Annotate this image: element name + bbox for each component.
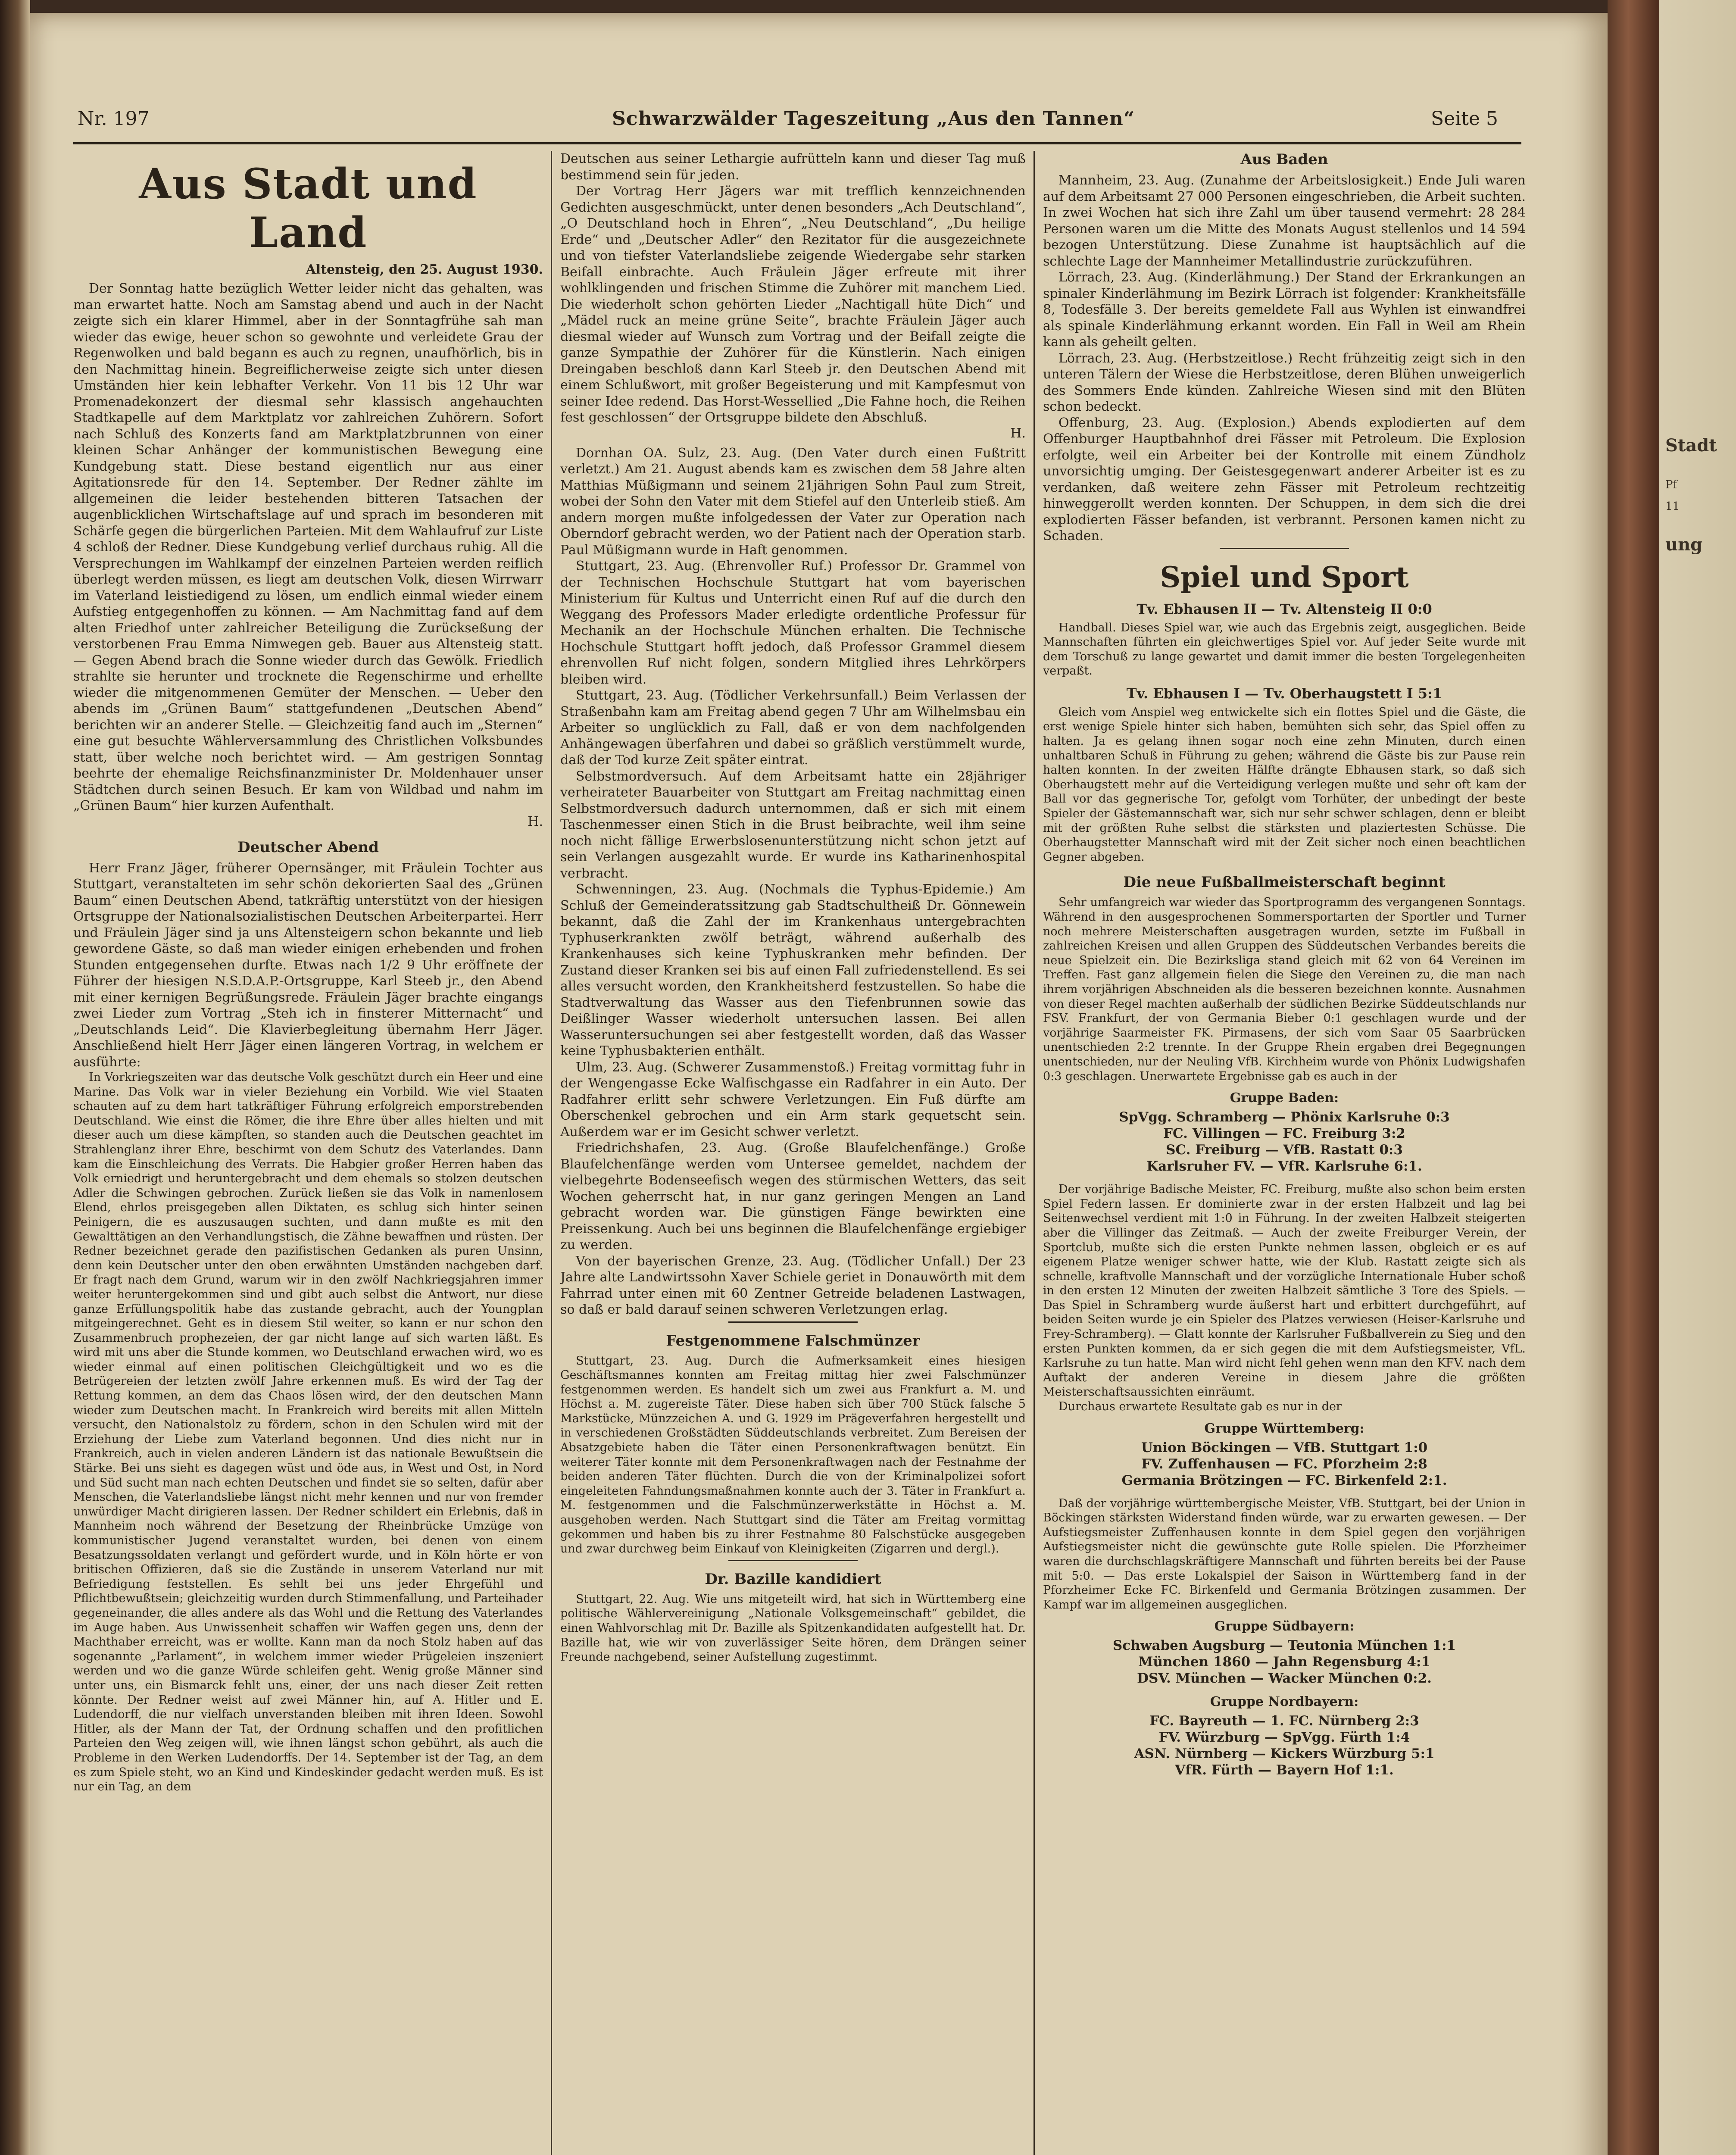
article-headline: Deutscher Abend — [237, 838, 379, 856]
news-item: Stuttgart, 23. Aug. Durch die Aufmerksamkeit eines hiesigen Geschäftsmannes konnten am Freitag mittag hier zwei Falschmünzer festgenommen werden. Es handelt sich um zwei aus Frankfurt a. M. und Höchst a. M. zugereiste Täter. Diese haben sich über 700 Stück falsche 5 Markstücke, Münzzeichen A. und G. 1929 im Prägeverfahren hergestellt und in verschiedenen Großstädten Süddeutschlands verbreitet. Zum Bereisen der Absatzgebiete haben die Täter einen Personenkraftwagen benützt. Ein weiterer Täter konnte mit dem Personenkraftwagen nach der Festnahme der beiden anderen Täter flüchten. Durch die von der Kriminalpolizei sofort eingeleiteten Fahndungsmaßnahmen konnte auch der 3. Täter in Frankfurt a. M. festgenommen und die Falschmünzerwerkstätte in Höchst a. M. ausgehoben werden. Nach Stuttgart sind die Täter am Freitag vormittag gekommen und haben bis zu ihrer Festnahme 80 Falschstücke ausgegeben und zwar durchweg beim Einkauf von Kleinigkeiten (Zigarren und dergl.). — [560, 1354, 1026, 1556]
section-divider — [728, 1560, 858, 1561]
result-line: VfR. Fürth — Bayern Hof 1:1. — [1175, 1762, 1394, 1778]
newspaper-title: Schwarzwälder Tageszeitung „Aus den Tannen“ — [612, 108, 1135, 130]
article-headline: Festgenommene Falschmünzer — [666, 1332, 920, 1349]
league-group-heading: Gruppe Südbayern: — [1214, 1619, 1355, 1634]
result-line: Germania Brötzingen — FC. Birkenfeld 2:1. — [1121, 1472, 1447, 1488]
result-line: SpVgg. Schramberg — Phönix Karlsruhe 0:3 — [1119, 1109, 1450, 1125]
result-line: FC. Villingen — FC. Freiburg 3:2 — [1163, 1126, 1405, 1142]
news-item: Lörrach, 23. Aug. (Kinderlähmung.) Der Stand der Erkrankungen an spinaler Kinderlähmung im Bezirk Lörrach ist folgender: Krankheitsfälle 8, Todesfälle 3. Der bereits gemeldete Fall aus Wyhlen ist einwandfrei als spinale Kinderlähmung erkannt worden. Ein Fall in Weil am Rhein kann als geheilt gelten. — [1043, 270, 1526, 350]
book-spine — [0, 0, 30, 2155]
sport-report: Sehr umfangreich war wieder das Sportprogramm des vergangenen Sonntags. Während in den ausgesprochenen Sommersportarten der Sportler und Turner noch mehrere Meisterschaften ausgetragen wurden, setzte im Fußball in zahlreichen Kreisen und allen Gruppen des Süddeutschen Verbandes bereits die neue Spielzeit ein. Die Bezirksliga stand gleich mit 62 von 64 Vereinen im Treffen. Fast ganz allgemein fielen die Siege den Vereinen zu, die man nach ihrem vorjährigen Abschneiden als die besseren bezeichnen konnte. Ausnahmen von dieser Regel machten außerhalb der südlichen Bezirke Süddeutschlands nur FSV. Frankfurt, der von Germania Bieber 0:1 geschlagen wurde und der vorjährige Saarmeister FK. Pirmasens, der sich vom Saar 05 Saarbrücken unentschieden 2:2 trennte. In der Gruppe Rhein ergaben drei Begegnungen unentschieden, nur der Neuling VfB. Kirchheim wurde von Phönix Ludwigshafen 0:3 geschlagen. Unerwartete Ergebnisse gab es auch in der — [1043, 896, 1526, 1083]
section-divider — [1220, 548, 1349, 549]
sport-report: Durchaus erwartete Resultate gab es nur in der — [1058, 1400, 1342, 1414]
adjacent-page-fragment: Stadt — [1665, 435, 1717, 456]
section-title: Spiel und Sport — [1160, 560, 1409, 594]
news-item: Lörrach, 23. Aug. (Herbstzeitlose.) Recht frühzeitig zeigt sich in den unteren Tälern der Wiese die Herbstzeitlose, deren Blühen unweigerlich des Sommers Ende künden. Zahlreiche Wiesen sind mit den Blüten schon bedeckt. — [1043, 350, 1526, 414]
result-line: Schwaben Augsburg — Teutonia München 1:1 — [1112, 1638, 1456, 1654]
results-list — [1043, 1109, 1526, 1174]
article-paragraph: Deutschen aus seiner Lethargie aufrütteln kann und dieser Tag muß bestimmend sein für jeden. — [560, 151, 1026, 183]
news-item: Stuttgart, 22. Aug. Wie uns mitgeteilt wird, hat sich in Württemberg eine politische Wählervereinigung „Nationale Volksgemeinschaft“ gebildet, die einen Wahlvorschlag mit Dr. Bazille als Spitzenkandidaten aufgestellt hat. Dr. Bazille hat, wie wir von zuverlässiger Seite hören, dem Drängen seiner Freunde nachgebend, seiner Aufstellung zugestimmt. — [560, 1592, 1026, 1664]
news-item: Ulm, 23. Aug. (Schwerer Zusammenstoß.) Freitag vormittag fuhr in der Wengengasse Ecke Walfischgasse ein Radfahrer in ein Auto. Der Radfahrer erlitt sehr schwere Verletzungen. Ein Fuß dürfte am Oberschenkel gebrochen und ein Arm stark gequetscht sein. Außerdem war er im Gesicht schwer verletzt. — [560, 1059, 1026, 1140]
author-signature: H. — [528, 814, 543, 829]
result-line: FV. Würzburg — SpVgg. Fürth 1:4 — [1158, 1730, 1410, 1746]
dateline: Altensteig, den 25. August 1930. — [306, 262, 543, 277]
section-title: Aus Stadt und Land — [139, 159, 478, 257]
sport-report: Gleich vom Anspiel weg entwickelte sich ein flottes Spiel und die Gäste, die erst wenige Spiele hinter sich haben, bemühten sich sehr, das Spiel offen zu halten. Ja es gelang ihnen sogar noch eine zehn Minuten, durch einen unhaltbaren Schuß in Führung zu gehen; während die Gäste bis zur Pause rein halten konnten. In der zweiten Hälfte drängte Ebhausen stark, so daß sich Oberhaugstett mehr auf die Verteidigung verlegen mußte und sehr oft kam der Ball vor das gegnerische Tor, gefolgt vom Torhüter, der unbedingt der beste Spieler der Gästemannschaft war, sich nur sehr schwer schlagen, denn er bleibt mit der größten Ruhe selbst die stärksten und plaziertesten Schüsse. Die Oberhaugstetter Mannschaft wird mit der Zeit sicher noch einen beachtlichen Gegner abgeben. — [1043, 705, 1526, 864]
sport-report: Handball. Dieses Spiel war, wie auch das Ergebnis zeigt, ausgeglichen. Beide Mannschaften führten ein gleichwertiges Spiel vor. Auf jeder Seite wurde mit dem Torschuß zu lange gewartet und damit immer die besten Torgelegenheiten verpaßt. — [1043, 621, 1526, 678]
sport-report: Der vorjährige Badische Meister, FC. Freiburg, mußte also schon beim ersten Spiel Federn lassen. Er dominierte zwar in der ersten Halbzeit und lag bei Seitenwechsel verdient mit 1:0 in Führung. In der zweiten Halbzeit steigerten aber die Villinger das Zeitmaß. — Auch der zweite Freiburger Verein, der Sportclub, mußte sich die ersten Punkte nehmen lassen, obgleich er es auf eigenem Platze weniger schwer hatte, wie der Klub. Rastatt zeigte sich als schnelle, kraftvolle Mannschaft und der vorzügliche Internationale Huber schoß in den ersten 12 Minuten der zweiten Halbzeit sämtliche 3 Tore des Spiels. — Das Spiel in Schramberg wurde äußerst hart und erbittert durchgeführt, auf beiden Seiten wurde je ein Spieler des Platzes verwiesen (Heiser-Karlsruhe und Frey-Schramberg). — Glatt konnte der Karlsruher Fußballverein zu Sieg und den ersten Punkten kommen, da er sich gegen die mit dem Aufstiegsmeister, VfL. Karlsruhe zu tun hatte. Man wird nicht fehl gehen wenn man den KFV. nach dem Auftakt der anderen Vereine in diesem Jahre die größten Meisterschaftsaussichten einräumt. — [1043, 1183, 1526, 1399]
newspaper-page — [30, 13, 1608, 2155]
article-paragraph: Der Vortrag Herr Jägers war mit trefflich kennzeichnenden Gedichten ausgeschmückt, unter denen besonders „Ach Deutschland“, „O Deutschland hoch in Ehren“, „Neu Deutschland“, „Du heilige Erde“ und „Deutscher Adler“ den Rezitator für die ausgezeichnete und von tiefster Vaterlandsliebe zeigende Wiedergabe sehr starken Beifall einbrachte. Auch Fräulein Jäger erfreute mit ihrer wohlklingenden und frischen Stimme die Zuhörer mit manchem Lied. Die wiederholt schon gehörten Lieder „Nachtigall hüte Dich“ und „Mädel ruck an meine grüne Seite“, brachte Fräulein Jäger auch diesmal wieder auf Wunsch zum Vortrag und der Beifall zeigte die ganze Sympathie der Zuhörer für die Künstlerin. Nach einigen Dreingaben beschloß dann Karl Steeb jr. den Deutschen Abend mit einem Schlußwort, mit großer Begeisterung und mit Kampfesmut von seiner Idee redend. Das Horst-Wessellied „Die Fahne hoch, die Reihen fest geschlossen“ der Ortsgruppe bildete den Abschluß. — [560, 184, 1026, 425]
results-list — [1043, 1637, 1526, 1687]
article-headline: Die neue Fußballmeisterschaft beginnt — [1123, 874, 1446, 891]
news-item: Von der bayerischen Grenze, 23. Aug. (Tödlicher Unfall.) Der 23 Jahre alte Landwirtssohn Xaver Schiele geriet in Donauwörth mit dem Fahrrad unter einen mit 60 Zentner Getreide beladenen Lastwagen, so daß er bald darauf seinen schweren Verletzungen erlag. — [560, 1253, 1026, 1317]
result-line: FC. Bayreuth — 1. FC. Nürnberg 2:3 — [1149, 1713, 1419, 1729]
result-line: München 1860 — Jahn Regensburg 4:1 — [1138, 1654, 1430, 1670]
article-paragraph: In Vorkriegszeiten war das deutsche Volk geschützt durch ein Heer und eine Marine. Das Volk war in vieler Beziehung ein Vorbild. Wie viel Staaten schauten auf zu dem hart tatkräftiger Führung erfolgreich emporstrebenden Deutschland. Wie einst die Römer, die ihre Ehre über alles hielten und mit dieser auch um diese kämpften, so standen auch die Deutschen geachtet im Strahlenglanz ihrer Ehre, beschirmt von dem Schutz des Vaterlandes. Dann kam die Einschleichung des Verrats. Die Habgier großer Herren haben das Volk erniedrigt und heruntergebracht und dem ehemals so stolzen deutschen Adler die Schwingen gebrochen. Zurück ließen sie das Volk in namenlosem Elend, ehrlos preisgegeben allen Diktaten, es schlug sich hinter seinen Peinigern, die es auszusaugen suchten, und dann mußte es mit den Gewalttätigen an den Verhandlungstisch, die Zähne bewaffnen und rüsten. Der Redner bezeichnet gerade den pazifistischen Gedanken als puren Unsinn, denn kein Deutscher unter den oben erwähnten Umständen nachgeben darf. Er fragt nach dem Grund, warum wir in den zwölf Nachkriegsjahren immer weiter heruntergekommen sind und gibt auch selbst die Antwort, nur diese ganze Erfüllungspolitik habe das zustande gebracht, auch der Youngplan mitgeingerechnet. Geht es in diesem Stil weiter, so kann er nur schon den Zusammenbruch prophezeien, der gar nicht lange auf sich warten läßt. Es wird mit uns aber die Stunde kommen, wo Deutschland erwachen wird, wo es wieder einmal auf einen politischen Gleichgültigkeit und wo es die Betrügereien der letzten zwölf Jahre erkennen muß. Es wird der Tag der Rettung kommen, an dem das Chaos lösen wird, der den deutschen Mann wieder zum Deutschen macht. In Frankreich wird bereits mit allen Mitteln versucht, den Nationalstolz zu fördern, schon in den Schulen wird mit der Erziehung der Liebe zum Vaterland begonnen. Und dies nicht nur in Frankreich, auch in vielen anderen Ländern ist das nationale Bewußtsein die Stärke. Bei uns sieht es dagegen wüst und öde aus, in West und Ost, in Nord und Süd sucht man nach echten Deutschen und findet sie so selten, dafür aber Menschen, die Vaterlandsliebe längst nicht mehr kennen und nur von fremder unwürdiger Macht dirigieren lassen. Der Redner schildert ein Erlebnis, daß in Mannheim noch während der Besetzung der Rheinbrücke Umzüge von kommunistischer Jugend veranstaltet wurden, bei denen von einem Besatzungssoldaten verlangt und gefördert wurde, und in Köln hörte er von britischen Offizieren, daß sie die Zustände in unserem Vaterland nur mit Befriedigung feststellen. Es sehlt bei uns jeder Ehrgefühl und Pflichtbewußtsein; gleichzeitig wurden durch Stimmenfallung, und Parteihader gegeneinander, die alles andere als das Wohl und die Rettung des Vaterlandes im Auge haben. Aus Unwissenheit schaffen wir Waffen gegen uns, denn der Machthaber erreicht, was er wollte. Kann man da noch Stolz haben auf das sogenannte „Parlament“, in welchem immer wieder Prügeleien inszeniert werden und wo die ganze Würde schleifen geht. Wenig große Männer sind unter uns, ein Bismarck fehlt uns, einer, der uns nach dieser Zeit retten könnte. Der Redner weist auf zwei Männer hin, auf A. Hitler und E. Ludendorff, die nur vielfach unverstanden bleiben mit ihren Ideen. Sowohl Hitler, als der Mann der Tat, der Ordnung schaffen und den profitlichen Parteien den Weg zeigen will, wie ihnen längst schon gebührt, als auch die Probleme in den Werken Ludendorffs. Der 14. September ist der Tag, an dem es zum Spiele steht, wo an Kind und Kindeskinder gedacht werden muß. Es ist nur ein Tag, an dem — [73, 1071, 543, 1794]
news-item: Selbstmordversuch. Auf dem Arbeitsamt hatte ein 28jähriger verheirateter Bauarbeiter von Stuttgart am Freitag nachmittag einen Selbstmordversuch dadurch unternommen, daß er sich mit einem Taschenmesser einen Stich in die Brust beibrachte, weil ihm seine noch nicht fällige Erwerbslosenunterstützung nicht schon jetzt auf sein Verlangen ausgezahlt wurde. Er wurde ins Katharinenhospital verbracht. — [560, 768, 1026, 881]
match-headline: Tv. Ebhausen II — Tv. Altensteig II 0:0 — [1137, 600, 1432, 617]
result-line: DSV. München — Wacker München 0:2. — [1137, 1671, 1432, 1687]
league-group-heading: Gruppe Württemberg: — [1204, 1421, 1364, 1436]
news-item: Stuttgart, 23. Aug. (Tödlicher Verkehrsunfall.) Beim Verlassen der Straßenbahn kam am Freitag abend gegen 7 Uhr am Wilhelmsbau ein Arbeiter so unglücklich zu Fall, daß er von dem nachfolgenden Anhängewagen überfahren und dabei so gräßlich verstümmelt wurde, daß der Tod kurze Zeit später eintrat. — [560, 688, 1026, 768]
adjacent-page-edge — [1659, 0, 1736, 2155]
adjacent-page-fragment: 11 — [1665, 500, 1680, 513]
match-headline: Tv. Ebhausen I — Tv. Oberhaugstett I 5:1 — [1126, 685, 1443, 702]
header-rule — [73, 142, 1521, 144]
issue-number: Nr. 197 — [78, 108, 150, 130]
article-paragraph: Der Sonntag hatte bezüglich Wetter leider nicht das gehalten, was man erwartet hatte. Noch am Samstag abend und auch in der Nacht zeigte sich ein klarer Himmel, aber in der Sonntagfrühe sah man wieder das ewige, heuer schon so gewohnte und verleidete Grau der Regenwolken und bald begann es auch zu regnen, unaufhörlich, bis in den Nachmittag hinein. Begreiflicherweise zeigte sich unter diesen Umständen hier kein lebhafter Verkehr. Von 11 bis 12 Uhr war Promenadekonzert der diesmal sehr klassisch angehauchten Stadtkapelle auf dem Marktplatz vor zahlreichen Zuhörern. Sofort nach Schluß des Konzerts fand am Marktplatzbrunnen von einer kleinen Schar Anhänger der kommunistischen Bewegung eine Kundgebung statt. Diese bestand eigentlich nur aus einer Agitationsrede für den 14. September. Der Redner zählte im allgemeinen die leider bestehenden bitteren Tatsachen der augenblicklichen Wirtschaftslage auf und sprach im besonderen mit Schärfe gegen die bürgerlichen Parteien. Mit dem Wahlaufruf zur Liste 4 schloß der Redner. Diese Kundgebung verlief durchaus ruhig. All die Versprechungen im Wahlkampf der einzelnen Parteien werden reiflich überlegt werden müssen, es liegt am deutschen Volk, diesen Wirrwarr im Vaterland leistiedigend zu lösen, um endlich einmal wieder einem Aufstieg entgegenhoffen zu können. — Am Nachmittag fand auf dem alten Friedhof unter zahlreicher Beteiligung die Zurückseßung der verstorbenen Frau Emma Nimwegen geb. Bauer aus Altensteig statt. — Gegen Abend brach die Sonne wieder durch das Gewölk. Friedlich strahlte sie herunter und trocknete die Regenschirme und erhellte wieder die mitgenommenen Gemüter der Menschen. — Ueber den abends im „Grünen Baum“ stattgefundenen „Deutschen Abend“ berichten wir an anderer Stelle. — Gleichzeitig fand auch im „Sternen“ eine gut besuchte Wählerversammlung des Christlichen Volksbundes statt, über welche noch berichtet wird. — Am gestrigen Sonntag beehrte der ehemalige Reichsfinanzminister Dr. Moldenhauer unser Städtchen durch seinen Besuch. Er kam von Wildbad und nahm im „Grünen Baum“ hier kurzen Aufenthalt. — [73, 281, 543, 813]
column-separator — [551, 151, 552, 2155]
news-item: Friedrichshafen, 23. Aug. (Große Blaufelchenfänge.) Große Blaufelchenfänge werden vom Untersee gemeldet, nachdem der vielbegehrte Bodenseefisch wegen des stürmischen Wetters, das seit Wochen geherrscht hat, in nur ganz geringen Mengen an Land gebracht worden war. Die günstigen Fänge bewirkten eine Preissenkung. Auch bei uns beginnen die Blaufelchenfänge ergiebiger zu werden. — [560, 1140, 1026, 1252]
news-item: Stuttgart, 23. Aug. (Ehrenvoller Ruf.) Professor Dr. Grammel von der Technischen Hochschule Stuttgart hat vom bayerischen Ministerium für Kultus und Unterricht einen Ruf auf die durch den Weggang des Professors Mader erledigte ordentliche Professur für Mechanik an der Hochschule München erhalten. Die Technische Hochschule Stuttgart hofft jedoch, daß Professor Grammel diesem ehrenvollen Ruf nicht folgen, sondern Mitglied ihres Lehrkörpers bleiben wird. — [560, 559, 1026, 687]
adjacent-page-fragment: Pf — [1665, 478, 1677, 491]
results-list — [1043, 1713, 1526, 1778]
column-1 — [73, 151, 543, 2155]
sport-report: Daß der vorjährige württembergische Meister, VfB. Stuttgart, bei der Union in Böckingen stärksten Widerstand finden würde, war zu erwarten gewesen. — Der Aufstiegsmeister Zuffenhausen konnte in dem Spiel gegen den vorjährigen Aufstiegsmeister nicht die gewünschte gute Rolle spielen. Die Pforzheimer waren die durchschlagskräftigere Mannschaft und führten bereits bei der Pause mit 5:0. — Das erste Lokalspiel der Saison in Württemberg fand in der Pforzheimer Ecke FC. Birkenfeld und Germania Brötzingen zusammen. Der Kampf war im allgemeinen ausgeglichen. — [1043, 1496, 1526, 1612]
column-separator — [1033, 151, 1035, 2155]
book-binding — [1608, 0, 1659, 2155]
result-line: FV. Zuffenhausen — FC. Pforzheim 2:8 — [1141, 1456, 1427, 1472]
adjacent-page-fragment: ung — [1665, 534, 1703, 555]
news-item: Dornhan OA. Sulz, 23. Aug. (Den Vater durch einen Fußtritt verletzt.) Am 21. August abends kam es zwischen dem 58 Jahre alten Matthias Müßigmann und seinem 21jährigen Sohn Paul zum Streit, wobei der Sohn den Vater mit dem Stiefel auf den Unterleib stieß. Am andern morgen mußte infolgedessen der Vater zur Operation nach Oberndorf gebracht werden, wo der Patient nach der Operation starb. Paul Müßigmann wurde in Haft genommen. — [560, 445, 1026, 558]
results-list — [1043, 1440, 1526, 1489]
result-line: Karlsruher FV. — VfR. Karlsruhe 6:1. — [1146, 1159, 1422, 1174]
page-number: Seite 5 — [1431, 108, 1498, 130]
league-group-heading: Gruppe Baden: — [1230, 1090, 1339, 1106]
result-line: Union Böckingen — VfB. Stuttgart 1:0 — [1141, 1440, 1428, 1455]
article-paragraph: Herr Franz Jäger, früherer Opernsänger, mit Fräulein Tochter aus Stuttgart, veranstalteten im sehr schön dekorierten Saal des „Grünen Baum“ einen Deutschen Abend, tatkräftig unterstützt von der hiesigen Ortsgruppe der Nationalsozialistischen Deutschen Arbeiterpartei. Herr und Fräulein Jäger sind ja uns Altensteigern schon bekannte und lieb gewordene Gäste, so daß man wieder einigen erhebenden und frohen Stunden entgegensehen durfte. Etwas nach 1/2 9 Uhr eröffnete der Führer der hiesigen N.S.D.A.P.-Ortsgruppe, Karl Steeb jr., den Abend mit einer kernigen Begrüßungsrede. Fräulein Jäger brachte eingangs zwei Lieder zum Vortrag „Steh ich in finsterer Mitternacht“ und „Deutschlands Leid“. Die Klavierbegleitung übernahm Herr Jäger. Anschließend hielt Herr Jäger einen längeren Vortrag, in welchem er ausführte: — [73, 860, 543, 1070]
result-line: ASN. Nürnberg — Kickers Würzburg 5:1 — [1134, 1746, 1435, 1762]
article-headline: Dr. Bazille kandidiert — [705, 1570, 881, 1588]
article-headline: Aus Baden — [1240, 151, 1328, 168]
column-3 — [1043, 151, 1526, 2155]
author-signature: H. — [1010, 425, 1026, 441]
result-line: SC. Freiburg — VfB. Rastatt 0:3 — [1166, 1142, 1403, 1158]
column-2 — [560, 151, 1026, 2155]
news-item: Offenburg, 23. Aug. (Explosion.) Abends explodierten auf dem Offenburger Hauptbahnhof drei Fässer mit Petroleum. Die Explosion erfolgte, weil ein Arbeiter bei der Kontrolle mit einem Zündholz unvorsichtig umging. Der Geistesgegenwart anderer Arbeiter ist es zu verdanken, daß weitere zehn Fässer mit Petroleum rechtzeitig hinweggerollt werden konnten. Der Schuppen, in dem sich die drei explodierten Fässer befanden, ist verbrannt. Personen kamen nicht zu Schaden. — [1043, 415, 1526, 543]
news-item: Schwenningen, 23. Aug. (Nochmals die Typhus-Epidemie.) Am Schluß der Gemeinderatssitzung gab Stadtschultheiß Dr. Gönnewein bekannt, daß die Zahl der im Krankenhaus untergebrachten Typhuserkrankten zwölf beträgt, während außerhalb des Krankenhauses sich keine Typhuskranken mehr befinden. Der Zustand dieser Kranken sei bis auf einen Fall zufriedenstellend. Es sei alles versucht worden, den Krankheitsherd festzustellen. So habe die Stadtverwaltung das Wasser aus den Tiefenbrunnen sowie das Deißlinger Wasser wiederholt untersuchen lassen. Bei allen Wasseruntersuchungen sei aber festgestellt worden, daß das Wasser keine Typhusbakterien enthält. — [560, 882, 1026, 1059]
section-divider — [728, 1321, 858, 1323]
news-item: Mannheim, 23. Aug. (Zunahme der Arbeitslosigkeit.) Ende Juli waren auf dem Arbeitsamt 27 000 Personen eingeschrieben, die Arbeit suchten. In zwei Wochen hat sich ihre Zahl um über tausend vermehrt: 28 284 Personen waren um die Mitte des Monats August stellenlos und 14 594 bezogen Unterstützung. Diese Zunahme ist hauptsächlich auf die schlechte Lage der Mannheimer Metallindustrie zurückzuführen. — [1043, 173, 1526, 269]
league-group-heading: Gruppe Nordbayern: — [1210, 1694, 1359, 1710]
